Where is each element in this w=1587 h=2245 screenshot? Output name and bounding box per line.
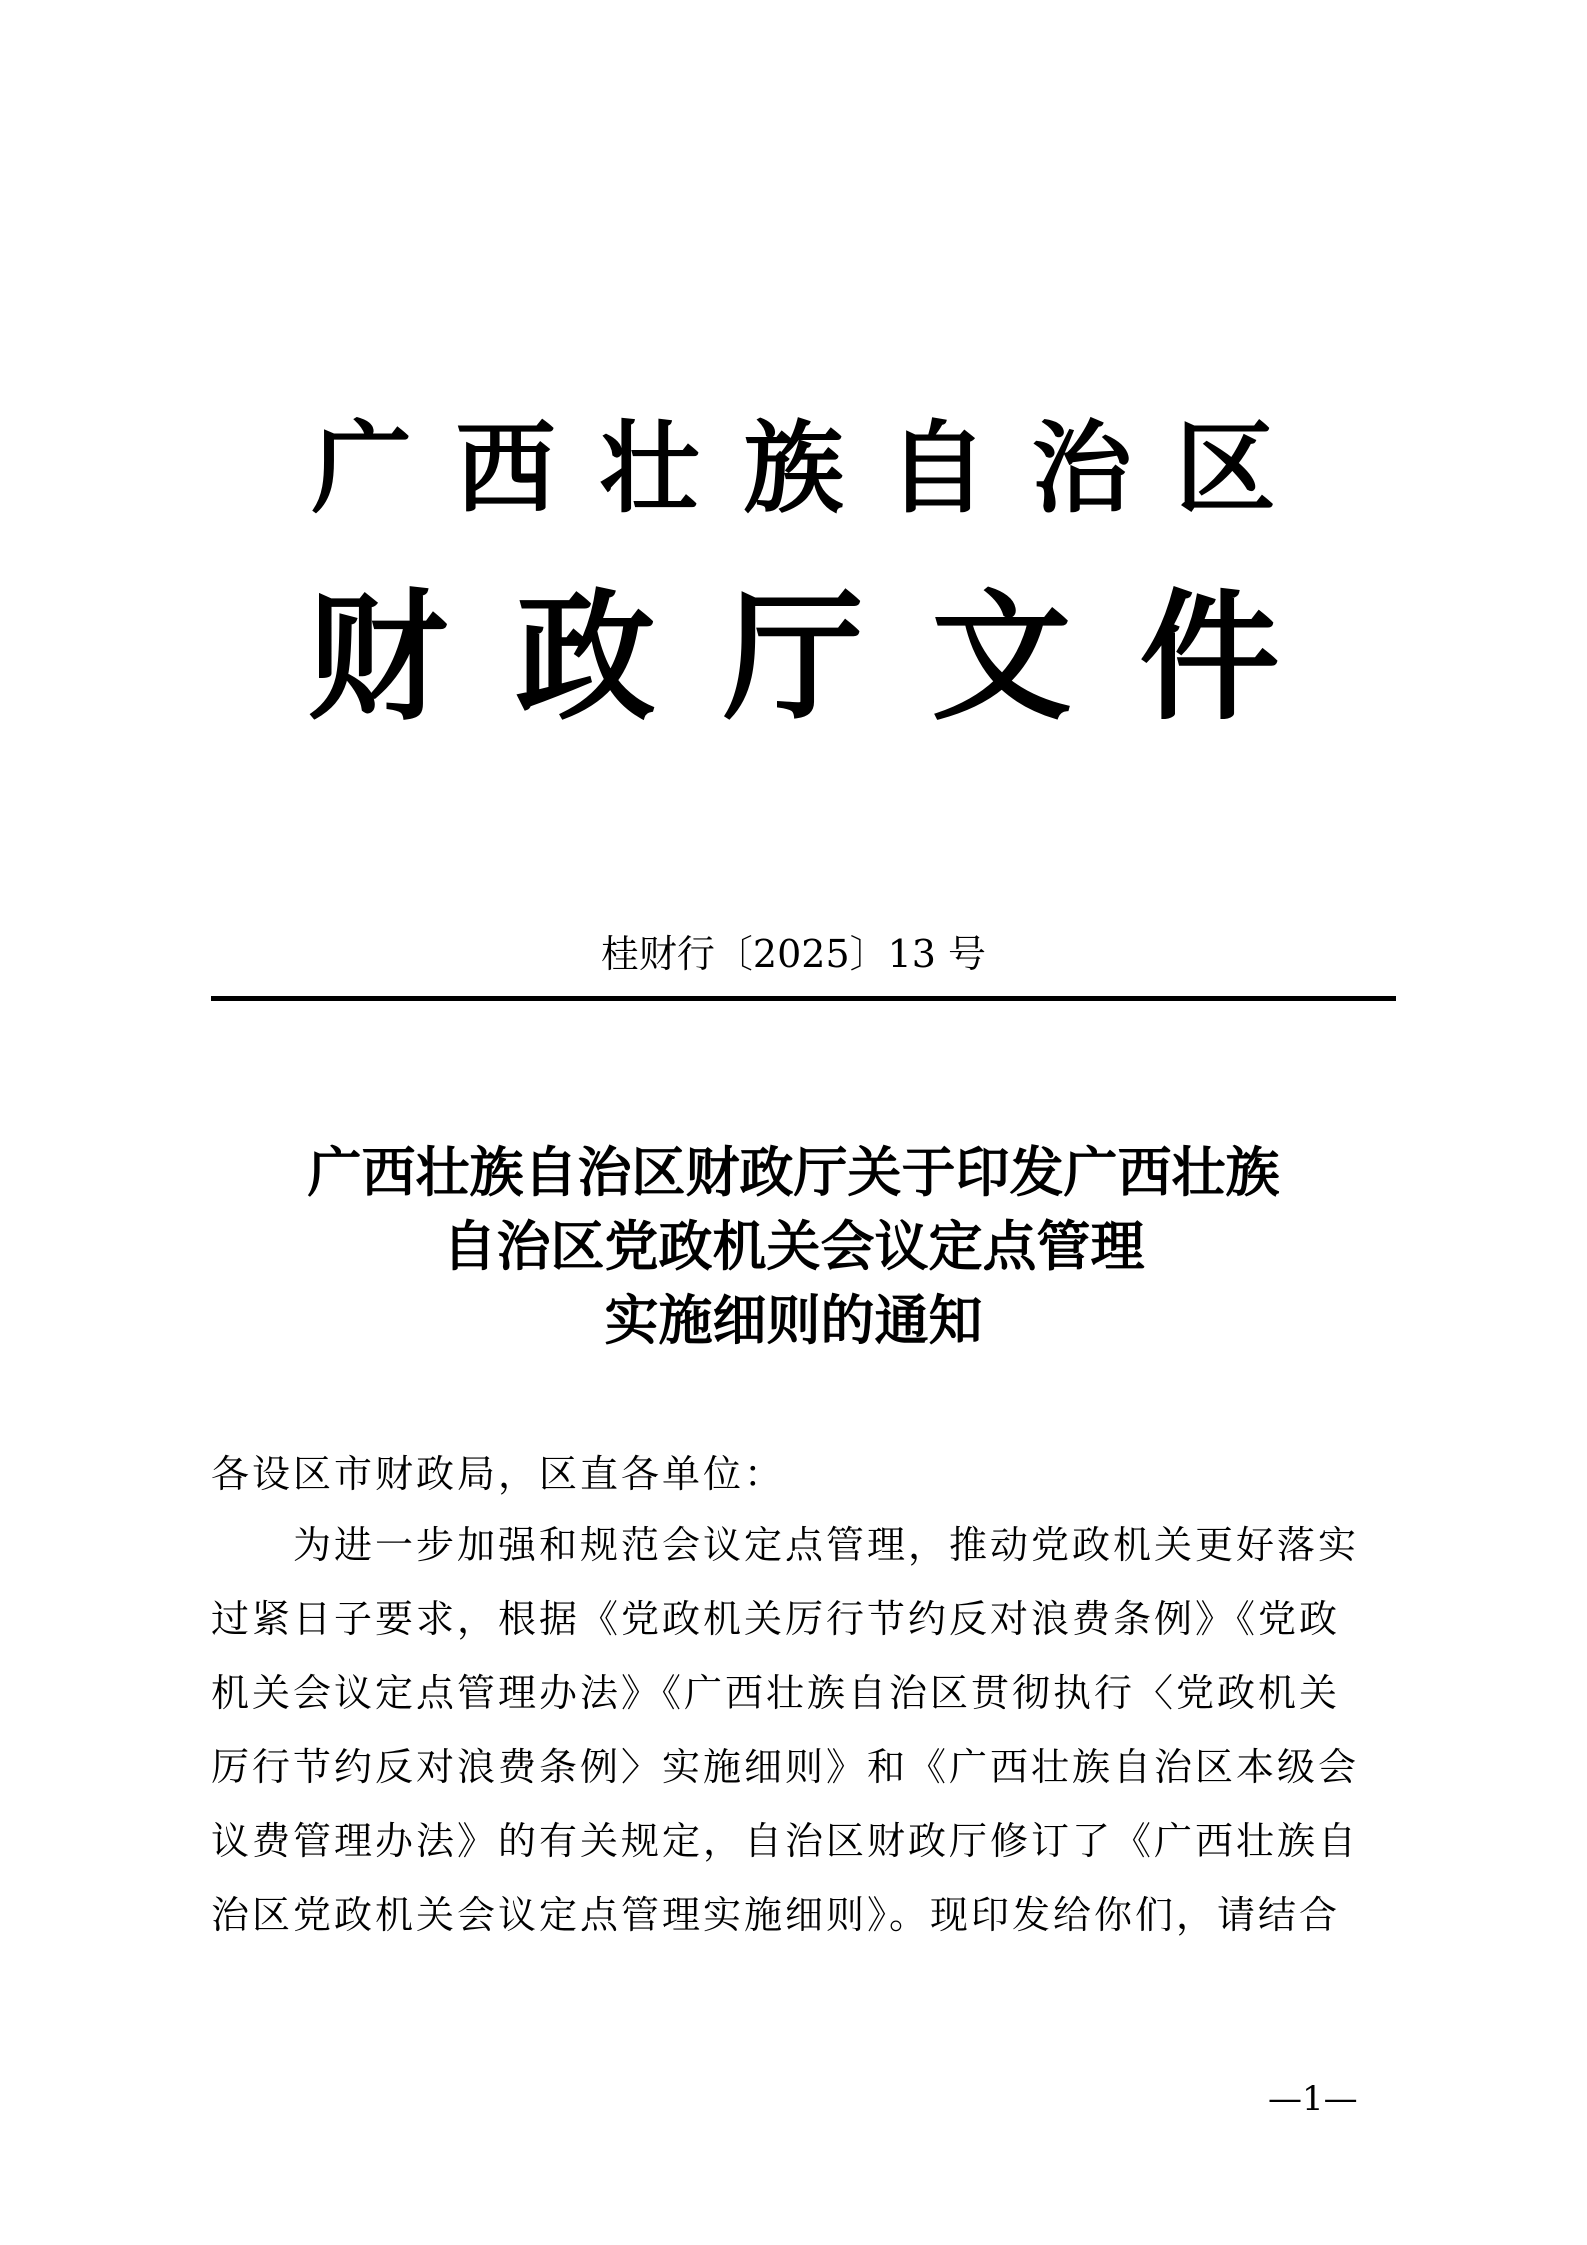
salutation: 各设区市财政局，区直各单位： bbox=[211, 1452, 786, 1496]
document-number: 桂财行〔2025〕13 号 bbox=[600, 932, 987, 976]
issuing-authority-line1: 广西壮族自治区 bbox=[311, 409, 1320, 527]
page-number: —1— bbox=[1268, 2079, 1358, 2119]
document-title: 广西壮族自治区财政厅关于印发广西壮族 自治区党政机关会议定点管理 实施细则的通知 bbox=[307, 1140, 1280, 1352]
issuing-authority-line2: 财政厅文件 bbox=[307, 576, 1348, 740]
body-paragraph: 为进一步加强和规范会议定点管理，推动党政机关更好落实 过紧日子要求，根据《党政机关厉行节约反对浪费条例》《党政 机关会议定点管理办法》《广西壮族自治区贯彻执行〈党政机关 厉行节约反对浪费条例〉实施细则》和《广西壮族自治区本级会 议费管理办法》的有关规定，自治区财政厅修订了《广西壮族自 治区党政机关会议定点管理实施细则》。现印发给你们，请结合 bbox=[211, 1523, 1360, 1937]
header-divider bbox=[211, 996, 1396, 1001]
